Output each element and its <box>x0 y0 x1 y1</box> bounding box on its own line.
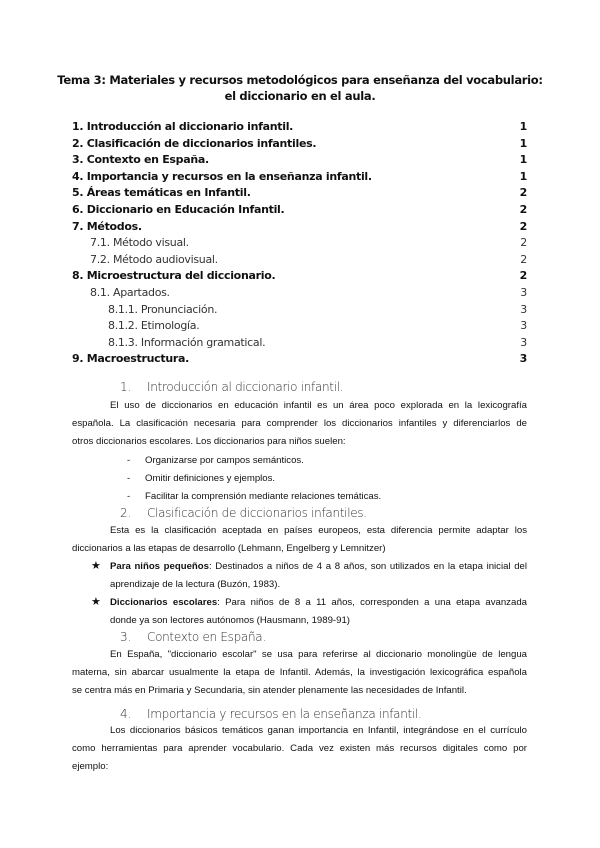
list-item: Omitir definiciones y ejemplos. <box>145 473 276 484</box>
document-title: Tema 3: Materiales y recursos metodológicos para enseñanza del vocabulario: <box>57 73 543 87</box>
dash-bullet-icon: - <box>127 455 131 466</box>
toc-entry[interactable] <box>72 137 527 153</box>
paragraph-line: como herramientas para aprender vocabulario. Cada vez existen más recursos digitales como por <box>72 743 527 754</box>
toc-entry-label: 3. Contexto en España. <box>72 153 209 167</box>
toc-page-number: 1 <box>519 153 527 167</box>
toc-page-number: 1 <box>519 169 527 183</box>
star-bullet-icon: ★ <box>91 596 101 608</box>
toc-page-number: 2 <box>520 252 527 266</box>
list-item: Facilitar la comprensión mediante relaciones temáticas. <box>145 491 382 502</box>
section-title: Importancia y recursos en la enseñanza infantil. <box>147 707 422 721</box>
item-term: Para niños pequeños <box>110 561 209 572</box>
list-item: Organizarse por campos semánticos. <box>145 455 304 466</box>
section-title: Contexto en España. <box>147 630 266 644</box>
section-number: 1. <box>120 380 131 394</box>
toc-entry-label: 7. Métodos. <box>72 219 142 233</box>
toc-page-number: 1 <box>519 120 527 133</box>
list-item <box>110 561 527 572</box>
toc-entry[interactable] <box>72 336 527 352</box>
paragraph-line: materna, sin abarcar usualmente la etapa de Infantil. Además, la investigación lexicográfica española <box>72 667 527 678</box>
toc-page-number: 1 <box>519 136 527 150</box>
toc-page-number: 3 <box>520 319 527 333</box>
paragraph-line: Esta es la clasificación aceptada en países europeos, esta diferencia permite adaptar los <box>110 525 527 536</box>
item-text: : Destinados a niños de 4 a 8 años, son utilizados en la etapa inicial del <box>208 561 527 572</box>
toc-page-number: 3 <box>519 352 527 366</box>
toc-entry[interactable] <box>72 220 527 236</box>
toc-entry[interactable] <box>72 236 527 252</box>
dash-bullet-icon: - <box>127 491 131 502</box>
toc-page-number: 3 <box>520 335 527 349</box>
toc-entry[interactable] <box>72 170 527 186</box>
toc-entry-label: 8.1.2. Etimología. <box>108 319 200 333</box>
item-text: : Para niños de 8 a 11 años, corresponden a una etapa avanzada <box>217 597 527 608</box>
list-item <box>110 597 527 608</box>
toc-entry[interactable] <box>72 303 527 319</box>
toc-entry-label: 6. Diccionario en Educación Infantil. <box>72 203 285 216</box>
toc-page-number: 3 <box>520 302 527 316</box>
toc-page-number: 2 <box>519 186 527 200</box>
toc-entry[interactable] <box>72 286 527 302</box>
toc-entry-label: 8.1. Apartados. <box>90 286 170 299</box>
paragraph-line: diccionarios a las etapas de desarrollo (Lehmann, Engelberg y Lemnitzer) <box>72 543 386 554</box>
toc-entry-label: 4. Importancia y recursos en la enseñanza infantil. <box>72 169 372 183</box>
toc-entry-label: 8.1.3. Información gramatical. <box>108 335 266 349</box>
toc-entry[interactable] <box>72 203 527 219</box>
toc-entry-label: 7.2. Método audiovisual. <box>90 252 218 266</box>
paragraph-line: se centra más en Primaria y Secundaria, sin atender plenamente las necesidades de Infantil. <box>72 685 467 696</box>
section-title: Introducción al diccionario infantil. <box>147 380 344 394</box>
toc-page-number: 2 <box>519 269 527 283</box>
star-bullet-icon: ★ <box>91 560 101 572</box>
paragraph-line: otros diccionarios escolares. Los diccionarios para niños suelen: <box>72 436 346 447</box>
toc-page-number: 2 <box>519 203 527 216</box>
toc-page-number: 2 <box>520 236 527 250</box>
toc-entry-label: 8.1.1. Pronunciación. <box>108 302 218 316</box>
toc-page-number: 2 <box>519 219 527 233</box>
toc-entry[interactable] <box>72 253 527 269</box>
toc-entry-label: 2. Clasificación de diccionarios infantiles. <box>72 136 317 150</box>
toc-entry-label: 9. Macroestructura. <box>72 352 189 366</box>
toc-entry-label: 8. Microestructura del diccionario. <box>72 269 276 283</box>
toc-entry[interactable] <box>72 120 527 136</box>
item-term: Diccionarios escolares <box>110 597 218 608</box>
list-item-continuation: aprendizaje de la lectura (Buzón, 1983). <box>110 579 281 590</box>
toc-entry[interactable] <box>72 352 527 368</box>
list-item-continuation: donde ya son lectores autónomos (Hausmann, 1989-91) <box>110 615 350 626</box>
toc-entry-label: 7.1. Método visual. <box>90 236 189 250</box>
toc-entry[interactable] <box>72 153 527 169</box>
section-number: 2. <box>120 506 131 520</box>
toc-entry[interactable] <box>72 269 527 285</box>
paragraph-line: Los diccionarios básicos temáticos ganan importancia en Infantil, integrándose en el currículo <box>110 725 527 736</box>
toc-entry-label: 5. Áreas temáticas en Infantil. <box>72 186 251 200</box>
toc-entry[interactable] <box>72 186 527 202</box>
document-subtitle: el diccionario en el aula. <box>224 89 376 103</box>
paragraph-line: ejemplo: <box>72 761 109 772</box>
toc-entry[interactable] <box>72 319 527 335</box>
section-number: 4. <box>120 707 131 721</box>
dash-bullet-icon: - <box>127 473 131 484</box>
section-number: 3. <box>120 630 131 644</box>
toc-page-number: 3 <box>520 286 527 299</box>
paragraph-line: El uso de diccionarios en educación infantil es un área poco explorada en la lexicografía <box>110 400 527 411</box>
section-title: Clasificación de diccionarios infantiles. <box>147 506 367 520</box>
paragraph-line: En España, "diccionario escolar" se usa para referirse al diccionario monolingüe de lengua <box>110 649 527 660</box>
toc-entry-label: 1. Introducción al diccionario infantil. <box>72 120 294 133</box>
paragraph-line: española. La clasificación necesaria para comprender los diccionarios infantiles y diferenciarlos de <box>72 418 527 429</box>
